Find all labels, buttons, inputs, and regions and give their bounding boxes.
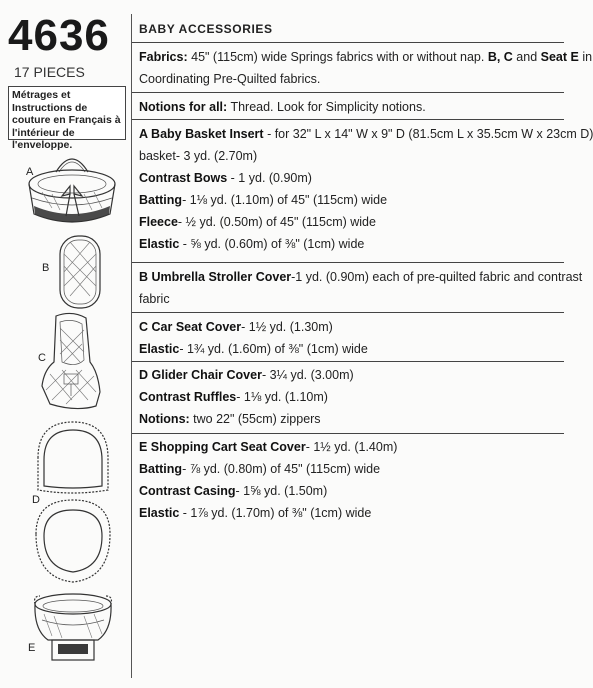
item-text: - 1¾ yd. (1.60m) of ⅜" (1cm) wide <box>179 342 368 356</box>
item-label: Elastic <box>139 237 180 251</box>
section-d-item <box>139 409 565 429</box>
item-text: - 1⅛ yd. (1.10m) of 45" (115cm) wide <box>182 193 388 207</box>
section-a-text: - for 32" L x 14" W x 9" D (81.5cm L x 35.5cm W x 23cm D) <box>263 127 593 141</box>
item-label: Fleece <box>139 215 178 229</box>
item-text: - 1⅝ yd. (1.50m) <box>235 484 328 498</box>
fabrics-views-bc: B, C <box>487 50 513 64</box>
section-c-title: C Car Seat Cover <box>139 320 242 334</box>
baby-basket-icon <box>22 150 122 235</box>
section-e-line-1 <box>139 437 565 457</box>
divider <box>132 312 564 313</box>
section-e-item <box>139 503 565 523</box>
fabrics-seat-e: Seat E <box>540 50 579 64</box>
glider-chair-cover-icon <box>30 418 116 588</box>
section-e-title: E Shopping Cart Seat Cover <box>139 440 306 454</box>
item-text: two 22" (55cm) zippers <box>189 412 321 426</box>
item-text: - 1⅛ yd. (1.10m) <box>236 390 328 404</box>
item-label: Contrast Ruffles <box>139 390 237 404</box>
item-label: Notions: <box>139 412 190 426</box>
section-d-item <box>139 387 565 407</box>
divider <box>132 92 564 93</box>
fabrics-text: 45" (115cm) wide Springs fabrics with or without nap. <box>187 50 488 64</box>
fabrics-and: and <box>512 50 541 64</box>
item-text: - 1 yd. (0.90m) <box>227 171 312 185</box>
section-a-item <box>139 168 565 188</box>
section-d-text: - 3¼ yd. (3.00m) <box>261 368 354 382</box>
section-a-title: A Baby Basket Insert <box>139 127 264 141</box>
divider <box>132 119 564 120</box>
section-a-item <box>139 190 565 210</box>
item-label: Contrast Casing <box>139 484 236 498</box>
section-a-line-1 <box>139 124 593 144</box>
item-label: Batting <box>139 462 183 476</box>
item-label: Elastic <box>139 342 180 356</box>
car-seat-cover-icon <box>36 312 106 412</box>
item-text: - 1⅞ yd. (1.70m) of ⅜" (1cm) wide <box>179 506 372 520</box>
divider <box>132 262 564 263</box>
section-c-item <box>139 339 565 359</box>
item-label: Batting <box>139 193 183 207</box>
figure-letter-b: B <box>42 262 50 274</box>
french-instructions-note: Métrages et Instructions de couture en Français à l'intérieur de l'enveloppe. <box>8 86 126 140</box>
divider <box>132 361 564 362</box>
section-e-text: - 1½ yd. (1.40m) <box>305 440 398 454</box>
fabrics-in: in <box>578 50 593 64</box>
figure-letter-a: A <box>26 166 34 178</box>
figure-letter-c: C <box>38 352 46 364</box>
section-title: BABY ACCESSORIES <box>139 22 273 36</box>
left-column <box>0 0 130 688</box>
fabrics-line-2: Coordinating Pre-Quilted fabrics. <box>139 72 321 86</box>
umbrella-stroller-cover-icon <box>58 234 102 310</box>
pattern-number: 4636 <box>8 11 110 60</box>
notions-label: Notions for all: <box>139 100 228 114</box>
section-a-item <box>139 234 565 254</box>
right-column <box>132 0 593 688</box>
figure-letter-e: E <box>28 642 36 654</box>
section-a-line-2: basket- 3 yd. (2.70m) <box>139 149 258 163</box>
divider <box>132 42 564 43</box>
section-b-text: -1 yd. (0.90m) each of pre-quilted fabric and contrast <box>291 270 583 284</box>
fabrics-label: Fabrics: <box>139 50 188 64</box>
figure-letter-d: D <box>32 494 40 506</box>
section-b-title: B Umbrella Stroller Cover <box>139 270 292 284</box>
item-label: Elastic <box>139 506 180 520</box>
item-text: - ⅝ yd. (0.60m) of ⅜" (1cm) wide <box>179 237 365 251</box>
section-a-item <box>139 212 565 232</box>
notions-for-all <box>139 97 565 117</box>
shopping-cart-seat-cover-icon <box>30 590 116 666</box>
fabrics-line-1 <box>139 47 593 67</box>
section-d-line-1 <box>139 365 565 385</box>
section-e-item <box>139 459 565 479</box>
divider <box>132 433 564 434</box>
item-text: - ⅞ yd. (0.80m) of 45" (115cm) wide <box>182 462 381 476</box>
section-d-title: D Glider Chair Cover <box>139 368 262 382</box>
section-e-item <box>139 481 565 501</box>
section-b-line-1 <box>139 267 583 287</box>
section-c-text: - 1½ yd. (1.30m) <box>241 320 333 334</box>
section-b-line-2: fabric <box>139 292 170 306</box>
item-text: - ½ yd. (0.50m) of 45" (115cm) wide <box>177 215 376 229</box>
item-label: Contrast Bows <box>139 171 228 185</box>
section-c-line-1 <box>139 317 565 337</box>
piece-count: 17 PIECES <box>14 64 85 80</box>
notions-text: Thread. Look for Simplicity notions. <box>227 100 426 114</box>
